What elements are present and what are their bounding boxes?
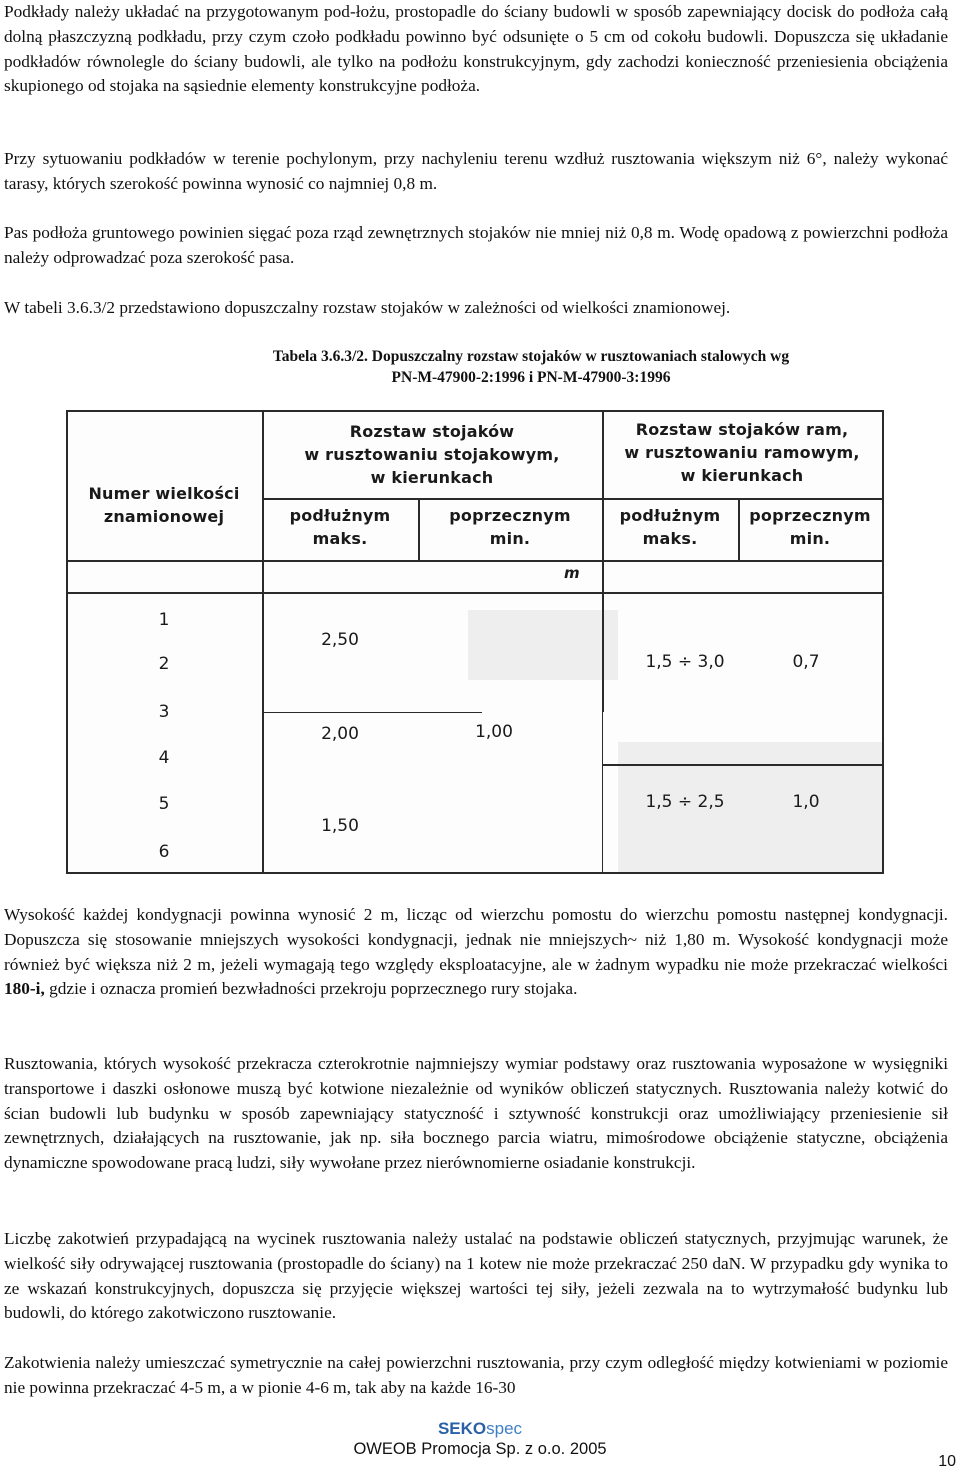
col-header-number bbox=[66, 482, 262, 528]
group-header-frame-scaffold bbox=[602, 418, 882, 487]
value-cell: 1,0 bbox=[792, 792, 820, 812]
footer-organization: OWEOB Promocja Sp. z o.o. 2005 bbox=[353, 1440, 607, 1458]
group-header-line: Rozstaw stojaków ram, bbox=[635, 420, 849, 439]
value-cell: 1,5 ÷ 2,5 bbox=[645, 792, 725, 812]
sub-header-line: maks. bbox=[642, 529, 698, 548]
paragraph-5-text: gdzie i oznacza promień bezwładności przekroju poprzecznego rury stojaka. bbox=[44, 979, 578, 999]
paragraph-8: Zakotwienia należy umieszczać symetrycznie na całej powierzchni rusztowania, przy czym odległość między kotwieniami w poziomie nie powinna przekraczać 4-5 m, a w pionie 4-6 m, tak aby na każde 16-30 bbox=[4, 1353, 948, 1397]
table-border-bottom bbox=[66, 872, 884, 874]
paragraph-1: Podkłady należy układać na przygotowanym pod-łożu, prostopadle do ściany budowli w sposób zapewniający docisk do podłoża całą dolną płaszczyzną podkładu, przy czym czoło podkładu powinno być odsunięte o 5 cm od cokołu budowli. Dopuszcza się układanie podkładów równolegle do ściany budowli, ale tylko na podłożu konstrukcyjnym, gdy zachodzi konieczność przeniesienia obciążenia skupionego od stojaka na sąsiednie elementy konstrukcyjne podłoża. bbox=[4, 2, 948, 96]
page-number: 10 bbox=[938, 1453, 956, 1470]
col-header-number-line: znamionowej bbox=[103, 507, 225, 526]
value-cell: 1,00 bbox=[475, 722, 513, 742]
sub-header-line: podłużnym bbox=[619, 506, 721, 525]
group-header-line: w rusztowaniu stojakowym, bbox=[304, 445, 560, 464]
table-divider bbox=[262, 712, 482, 713]
paragraph-4: W tabeli 3.6.3/2 przedstawiono dopuszczalny rozstaw stojaków w zależności od wielkości znamionowej. bbox=[4, 298, 731, 317]
sub-header-line: poprzecznym bbox=[749, 506, 871, 525]
spacing-table bbox=[66, 410, 884, 874]
sub-header-longitudinal-max bbox=[262, 504, 418, 550]
logo-part-light: spec bbox=[486, 1419, 523, 1438]
value-cell: 2,00 bbox=[321, 724, 359, 744]
logo-part-bold: SEKO bbox=[437, 1419, 487, 1438]
group-header-post-scaffold bbox=[262, 420, 602, 489]
value-cell: 2,50 bbox=[321, 630, 359, 650]
table-caption-line-2: PN-M-47900-2:1996 i PN-M-47900-3:1996 bbox=[391, 369, 671, 386]
table-divider bbox=[262, 498, 882, 500]
row-number: 3 bbox=[158, 702, 170, 722]
table-border-right bbox=[882, 412, 884, 874]
sub-header-line: maks. bbox=[312, 529, 368, 548]
paragraph-5-formula: 180-i, bbox=[4, 979, 45, 999]
paragraph-7: Liczbę zakotwień przypadającą na wycinek rusztowania należy ustalać na podstawie obliczeń statycznych, przyjmując warunek, że wielkość siły odrywającej rusztowania (prostopadle do ściany) na 1 kotew nie może przekraczać 250 daN. W przypadku gdy wynika to ze wskazań konstrukcyjnych, dopuszcza się przyjęcie większej wartości tej siły, jeżeli zezwala na to wytrzymałość budynku lub budowli, do którego zakotwiczono rusztowanie. bbox=[4, 1229, 948, 1323]
unit-label: m bbox=[564, 564, 580, 582]
row-number: 1 bbox=[158, 610, 170, 630]
value-cell: 1,5 ÷ 3,0 bbox=[645, 652, 725, 672]
sub-header-line: min. bbox=[489, 529, 531, 548]
sub-header-line: podłużnym bbox=[289, 506, 391, 525]
paragraph-6: Rusztowania, których wysokość przekracza czterokrotnie najmniejszy wymiar podstawy oraz rusztowania wyposażone w wysięgniki transportowe i daszki osłonowe muszą być kotwione niezależnie od wyników obliczeń statycznych. Rusztowania należy kotwić do ścian budowli lub budynku w sposób zapewniający statyczność i sztywność konstrukcji oraz umożliwiający przeniesienie sił zewnętrznych, działających na rusztowanie, jak np. siła bocznego parcia wiatru, mimośrodowe obciążenie statyczne, obciążenia dynamiczne spowodowane pracą ludzi, siły wywołane przez nierównomierne osiadanie konstrukcji. bbox=[4, 1054, 948, 1173]
row-number: 5 bbox=[158, 794, 170, 814]
table-divider bbox=[66, 560, 882, 562]
sub-header-line: poprzecznym bbox=[449, 506, 571, 525]
group-header-line: w kierunkach bbox=[680, 466, 804, 485]
group-header-line: Rozstaw stojaków bbox=[349, 422, 515, 441]
paragraph-2: Przy sytuowaniu podkładów w terenie pochylonym, przy nachyleniu terenu wzdłuż rusztowania większym niż 6°, należy wykonać tarasy, których szerokość powinna wynosić co najmniej 0,8 m. bbox=[4, 149, 948, 193]
seko-spec-logo bbox=[0, 1419, 960, 1439]
value-cell: 1,50 bbox=[321, 816, 359, 836]
sub-header-line: min. bbox=[789, 529, 831, 548]
group-header-line: w kierunkach bbox=[370, 468, 494, 487]
table-divider bbox=[602, 712, 603, 874]
col-header-number-line: Numer wielkości bbox=[88, 484, 240, 503]
group-header-line: w rusztowaniu ramowym, bbox=[624, 443, 860, 462]
table-divider bbox=[66, 592, 882, 594]
table-divider bbox=[602, 764, 882, 766]
row-number: 2 bbox=[158, 654, 170, 674]
sub-header-transverse-min bbox=[738, 504, 882, 550]
value-cell: 0,7 bbox=[792, 652, 820, 672]
sub-header-transverse-min bbox=[418, 504, 602, 550]
paragraph-3: Pas podłoża gruntowego powinien sięgać poza rząd zewnętrznych stojaków nie mniej niż 0,8 m. Wodę opadową z powierzchni podłoża należy odprowadzać poza szerokość pasa. bbox=[4, 223, 948, 267]
sub-header-longitudinal-max bbox=[602, 504, 738, 550]
scan-shade bbox=[468, 610, 618, 680]
table-caption-line-1: Tabela 3.6.3/2. Dopuszczalny rozstaw stojaków w rusztowaniach stalowych wg bbox=[272, 348, 790, 365]
row-number: 4 bbox=[158, 748, 170, 768]
paragraph-5-text: Wysokość każdej kondygnacji powinna wynosić 2 m, licząc od wierzchu pomostu do wierzchu pomostu następnej kondygnacji. Dopuszcza się stosowanie mniejszych wysokości kondygnacji, jednak nie mniejszych~ niż 1,80 m. Wysokość kondygnacji może również być większa niż 2 m, jeżeli wymagają tego względy eksploatacyjne, ale w żadnym wypadku nie może przekraczać wielkości bbox=[4, 905, 948, 974]
paragraph-5 bbox=[4, 903, 948, 1002]
row-number: 6 bbox=[158, 842, 170, 862]
